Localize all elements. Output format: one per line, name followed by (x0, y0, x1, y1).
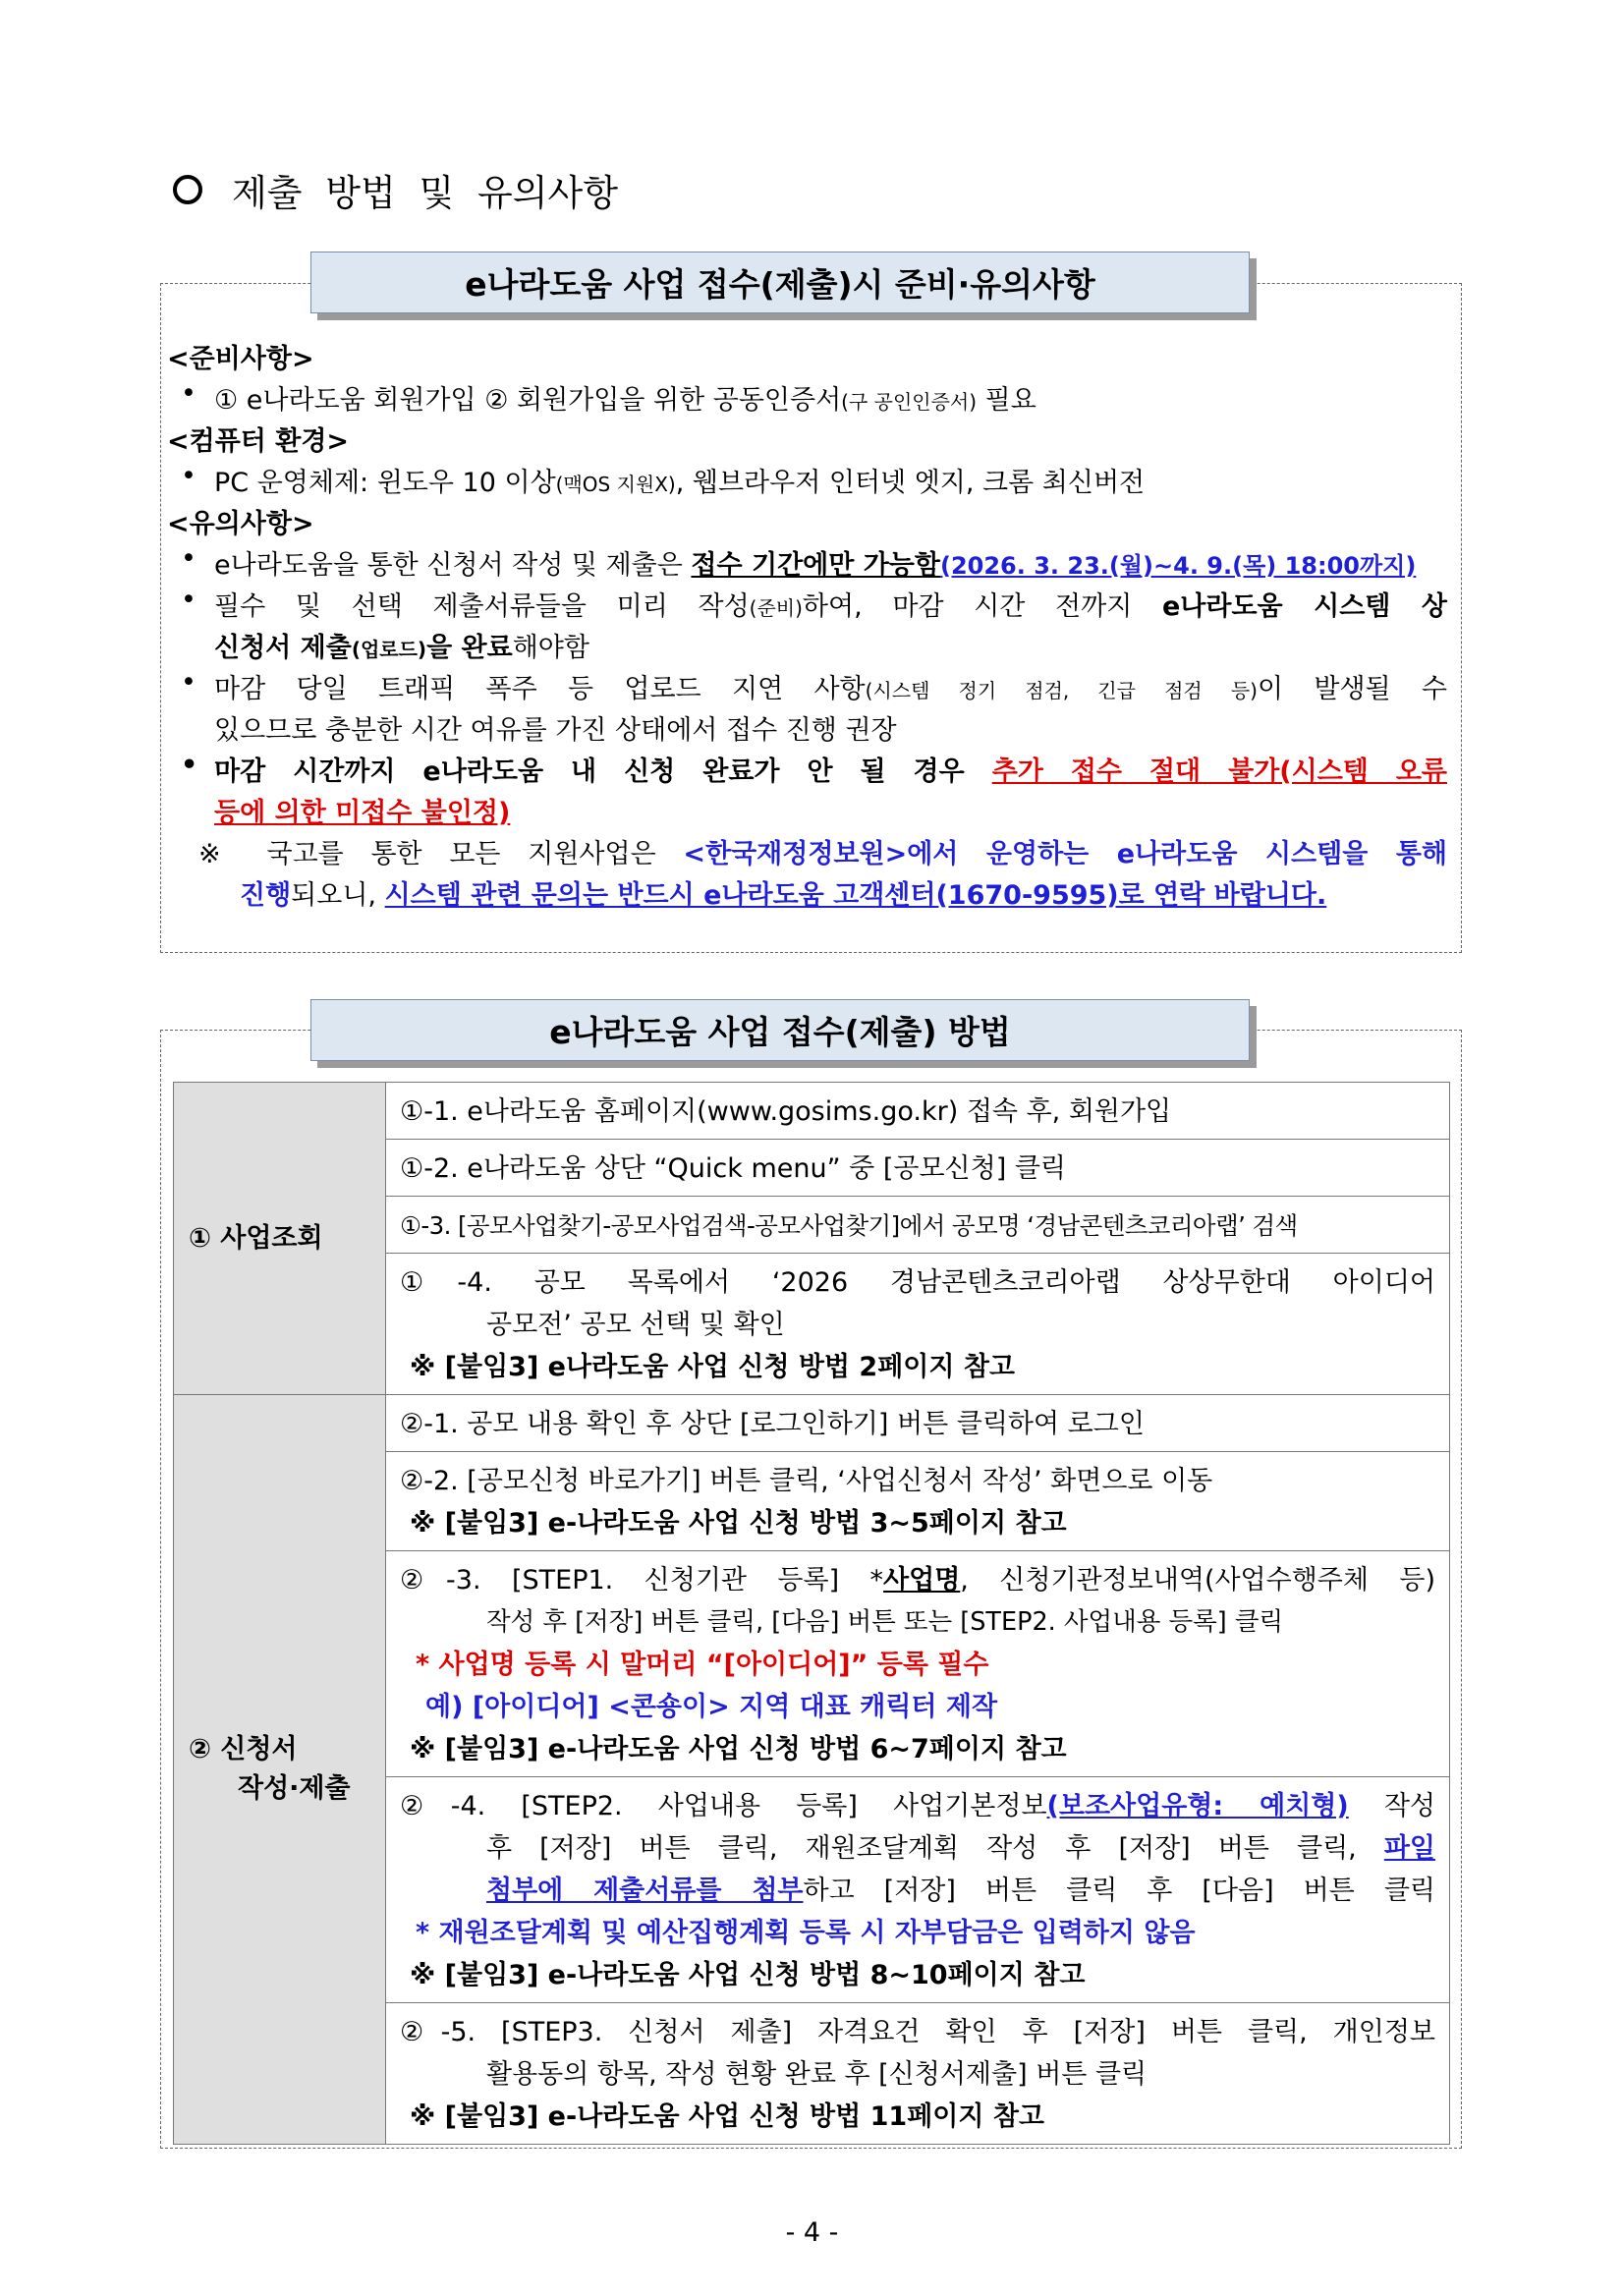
step-2-5: ②-5. [STEP3. 신청서 제출] 자격요건 확인 후 [저장] 버튼 클릭, 개인정보 활용동의 항목, 작성 현황 완료 후 [신청서제출] 버튼 클릭 ※ [붙임3] e-나라도움 사업 신청 방법 11페이지 참고 (386, 2003, 1450, 2145)
circle-bullet-icon (173, 175, 202, 204)
step-2-3: ②-3. [STEP1. 신청기관 등록] *사업명, 신청기관정보내역(사업수행주체 등) 작성 후 [저장] 버튼 클릭, [다음] 버튼 또는 [STEP2. 사업내용 등록] 클릭 * 사업명 등록 시 말머리 “[아이디어]” 등록 필수 예) [아이디어] <콘숑이> 지역 대표 캐릭터 제작 ※ [붙임3] e-나라도움 사업 신청 방법 6~7페이지 참고 (386, 1551, 1450, 1777)
bullet-icon: • (181, 585, 196, 615)
bullet-icon: • (181, 667, 196, 698)
step-2-2: ②-2. [공모신청 바로가기] 버튼 클릭, ‘사업신청서 작성’ 화면으로 이동 ※ [붙임3] e-나라도움 사업 신청 방법 3~5페이지 참고 (386, 1452, 1450, 1551)
step-1-2: ①-2. e나라도움 상단 “Quick menu” 중 [공모신청] 클릭 (386, 1140, 1450, 1197)
env-header: <컴퓨터 환경> (167, 426, 350, 457)
reference-note: ※ 국고를 통한 모든 지원사업은 <한국재정정보원>에서 운영하는 e나라도움 시스템을 통해 (198, 839, 1447, 869)
prep-header: <준비사항> (167, 344, 314, 374)
bullet-icon: • (181, 543, 196, 574)
step-2-4: ②-4. [STEP2. 사업내용 등록] 사업기본정보(보조사업유형: 예치형) 작성 후 [저장] 버튼 클릭, 재원조달계획 작성 후 [저장] 버튼 클릭, 파일 첨부에 제출서류를 첨부하고 [저장] 버튼 클릭 후 [다음] 버튼 클릭 * 재원조달계획 및 예산집행계획 등록 시 자부담금은 입력하지 않음 ※ [붙임3] e-나라도움 사업 신청 방법 8~10페이지 참고 (386, 1777, 1450, 2003)
submission-steps-table (173, 1082, 1450, 2145)
group-1-header: ① 사업조회 (174, 1083, 386, 1395)
preparation-notes-title: e나라도움 사업 접수(제출)시 준비·유의사항 (310, 252, 1250, 313)
step-1-1: ①-1. e나라도움 홈페이지(www.gosims.go.kr) 접속 후, 회원가입 (386, 1083, 1450, 1140)
step-2-1: ②-1. 공모 내용 확인 후 상단 [로그인하기] 버튼 클릭하여 로그인 (386, 1395, 1450, 1452)
bullet-icon: • (181, 378, 196, 409)
step-1-4: ①-4. 공모 목록에서 ‘2026 경남콘텐츠코리아랩 상상무한대 아이디어 공모전’ 공모 선택 및 확인 ※ [붙임3] e나라도움 사업 신청 방법 2페이지 참고 (386, 1254, 1450, 1395)
page-number: - 4 - (785, 2217, 839, 2248)
bullet-icon: • (181, 461, 196, 491)
group-2-header: ② 신청서 작성·제출 (174, 1395, 386, 2145)
submission-method-title: e나라도움 사업 접수(제출) 방법 (310, 999, 1250, 1061)
section-heading-text: 제출 방법 및 유의사항 (232, 172, 618, 214)
step-1-3: ①-3. [공모사업찾기-공모사업검색-공모사업찾기]에서 공모명 ‘경남콘텐츠코리아랩’ 검색 (386, 1197, 1450, 1254)
reference-note-cont: 진행되오니, 시스템 관련 문의는 반드시 e나라도움 고객센터(1670-9595)로 연락 바랍니다. (240, 880, 1327, 911)
bullet-icon: • (181, 750, 198, 780)
notes-header: <유의사항> (167, 509, 314, 539)
section-heading (173, 163, 618, 216)
